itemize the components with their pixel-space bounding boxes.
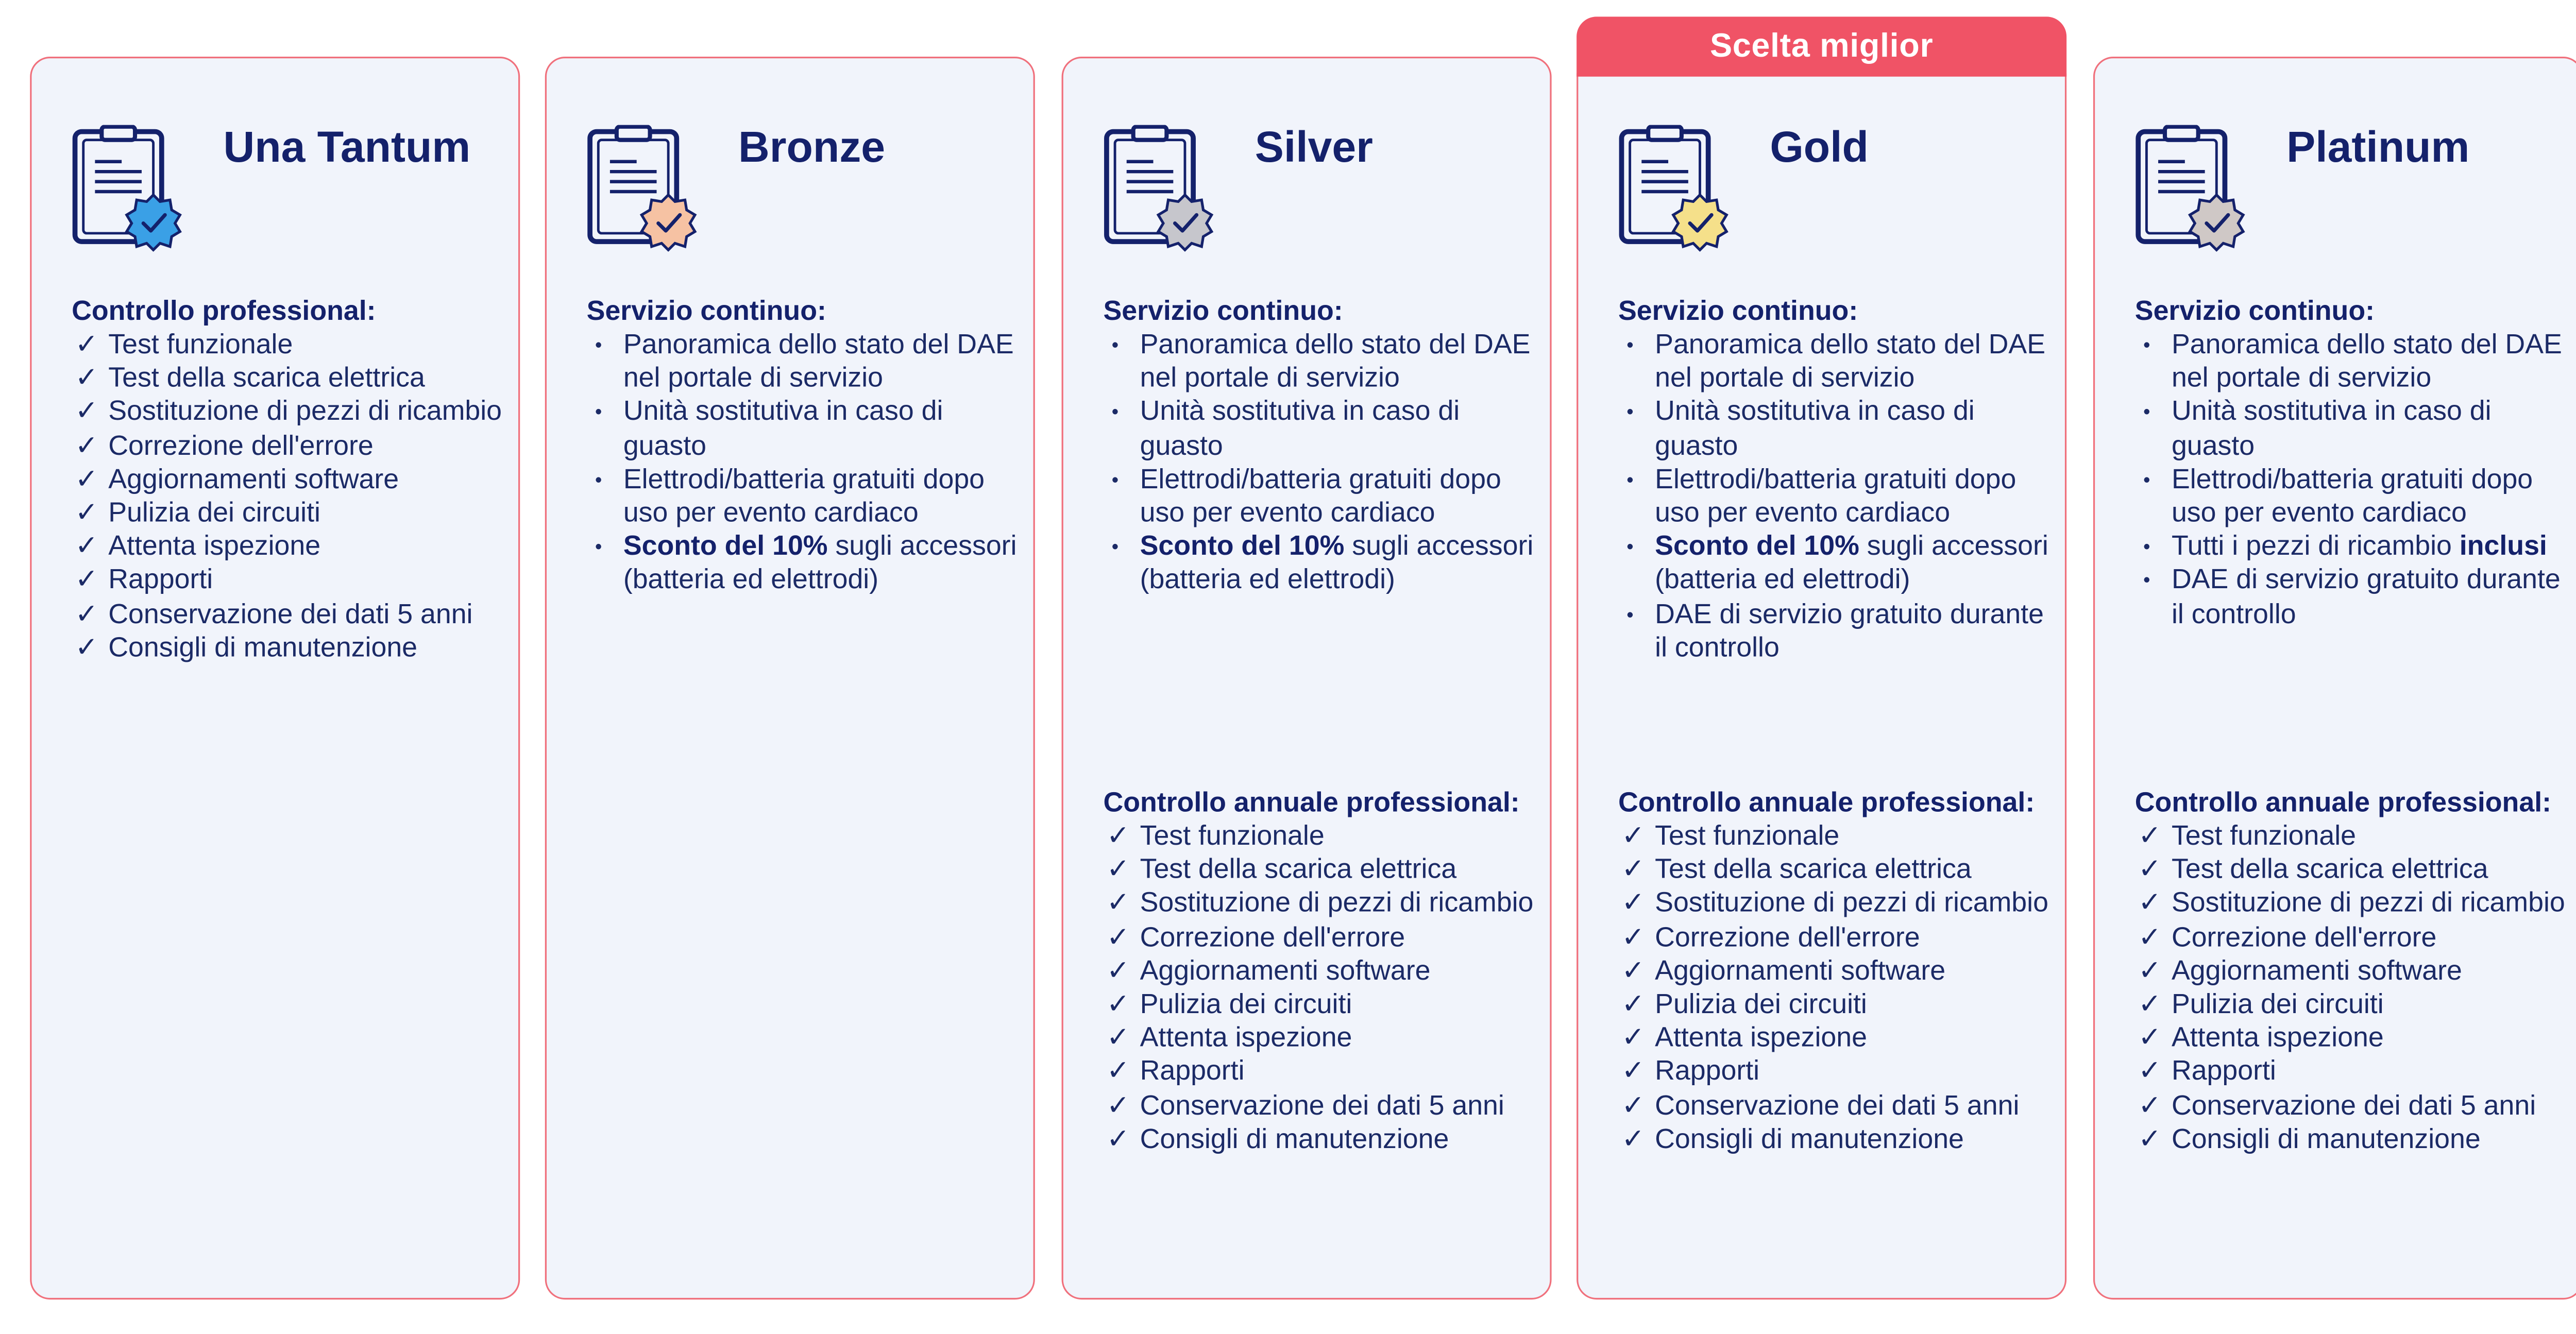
feature-text: Panoramica dello stato del DAE nel portale di servizio	[623, 328, 1014, 394]
feature-text: Attenta ispezione	[1140, 1021, 1352, 1054]
feature-text: Elettrodi/batteria gratuiti dopo uso per evento cardiaco	[2171, 463, 2533, 528]
checkmark-icon: ✓	[1621, 1122, 1645, 1155]
feature-item	[2135, 954, 2572, 988]
checkmark-icon: ✓	[1621, 1089, 1645, 1121]
clipboard-badge-icon	[72, 125, 185, 252]
checkmark-icon: ✓	[75, 597, 98, 629]
section-title: Servizio continuo:	[586, 295, 826, 327]
feature-list	[2135, 328, 2572, 631]
bullet-icon: •	[1111, 333, 1119, 357]
feature-text: Correzione dell'errore	[108, 429, 374, 461]
checkmark-icon: ✓	[2138, 954, 2162, 986]
plan-card-una-tantum	[30, 57, 520, 1299]
checkmark-icon: ✓	[2138, 853, 2162, 885]
feature-text: Elettrodi/batteria gratuiti dopo uso per evento cardiaco	[1140, 463, 1501, 528]
plan-title: Bronze	[738, 122, 886, 172]
feature-text: Test funzionale	[1655, 819, 1840, 851]
feature-item	[1618, 887, 2055, 920]
checkmark-icon: ✓	[2138, 887, 2162, 919]
feature-item	[2135, 1022, 2572, 1055]
section-title: Servizio continuo:	[1103, 295, 1343, 327]
feature-item	[1618, 820, 2055, 853]
feature-item	[2135, 1055, 2572, 1089]
feature-item	[2135, 328, 2572, 396]
checkmark-icon: ✓	[1621, 920, 1645, 953]
feature-item	[1618, 1055, 2055, 1089]
feature-text: Test funzionale	[1140, 819, 1325, 851]
feature-item	[2135, 396, 2572, 463]
feature-text: sugli accessori (batteria ed elettrodi)	[1140, 530, 1534, 596]
checkmark-icon: ✓	[1621, 887, 1645, 919]
checkmark-icon: ✓	[2138, 988, 2162, 1020]
feature-item	[72, 530, 509, 563]
bullet-icon: •	[1626, 333, 1634, 357]
checkmark-icon: ✓	[75, 631, 98, 663]
feature-text: Consigli di manutenzione	[108, 631, 418, 663]
checkmark-icon: ✓	[2138, 1021, 2162, 1054]
section-title: Controllo annuale professional:	[2134, 786, 2552, 818]
plan-card-silver	[1062, 57, 1552, 1299]
checkmark-icon: ✓	[1621, 988, 1645, 1020]
primary-section	[72, 295, 509, 665]
section-title: Controllo annuale professional:	[1103, 786, 1520, 818]
bullet-icon: •	[1626, 535, 1634, 559]
feature-item	[2135, 1089, 2572, 1122]
secondary-section	[1103, 786, 1540, 1156]
bullet-icon: •	[595, 535, 602, 559]
feature-text: Correzione dell'errore	[2171, 920, 2437, 953]
bullet-icon: •	[1111, 535, 1119, 559]
feature-list	[2135, 820, 2572, 1157]
bullet-icon: •	[1111, 400, 1119, 424]
feature-text: Conservazione dei dati 5 anni	[1655, 1089, 2020, 1121]
checkmark-icon: ✓	[75, 328, 98, 360]
feature-text: Rapporti	[2171, 1055, 2276, 1087]
primary-section	[2135, 295, 2572, 631]
feature-item	[72, 463, 509, 497]
checkmark-icon: ✓	[1621, 819, 1645, 851]
feature-text: Aggiornamenti software	[2171, 954, 2462, 986]
feature-text: Tutti i pezzi di ricambio	[2171, 530, 2460, 562]
feature-text: Attenta ispezione	[1655, 1021, 1867, 1054]
feature-text: Pulizia dei circuiti	[1655, 988, 1867, 1020]
feature-item	[587, 396, 1024, 463]
section-title: Controllo annuale professional:	[1618, 786, 2035, 818]
checkmark-icon: ✓	[1106, 1122, 1130, 1155]
feature-item	[2135, 564, 2572, 631]
feature-highlight: Sconto del 10%	[623, 530, 828, 562]
feature-item	[1103, 988, 1540, 1021]
feature-item	[1618, 853, 2055, 887]
bullet-icon: •	[2143, 468, 2150, 491]
feature-item	[1618, 921, 2055, 954]
bullet-icon: •	[2143, 400, 2150, 424]
checkmark-icon: ✓	[1106, 887, 1130, 919]
feature-item	[72, 564, 509, 597]
feature-item	[1618, 597, 2055, 665]
feature-item	[1103, 853, 1540, 887]
feature-item	[1618, 1022, 2055, 1055]
checkmark-icon: ✓	[1621, 853, 1645, 885]
bullet-icon: •	[595, 400, 602, 424]
checkmark-icon: ✓	[1106, 853, 1130, 885]
feature-text: Test della scarica elettrica	[1655, 853, 1972, 885]
primary-section	[587, 295, 1024, 598]
checkmark-icon: ✓	[1621, 1055, 1645, 1087]
feature-item	[2135, 921, 2572, 954]
feature-text: Sostituzione di pezzi di ricambio	[1140, 887, 1534, 919]
clipboard-badge-icon	[1618, 125, 1732, 252]
feature-text: Rapporti	[1140, 1055, 1245, 1087]
feature-text: Test funzionale	[108, 328, 293, 360]
feature-highlight: inclusi	[2459, 530, 2547, 562]
clipboard-badge-icon	[2135, 125, 2248, 252]
feature-text: Test della scarica elettrica	[2171, 853, 2488, 885]
feature-item	[1618, 988, 2055, 1021]
feature-item	[587, 530, 1024, 597]
feature-text: Sostituzione di pezzi di ricambio	[1655, 887, 2048, 919]
feature-item	[2135, 530, 2572, 563]
checkmark-icon: ✓	[2138, 920, 2162, 953]
feature-text: Conservazione dei dati 5 anni	[2171, 1089, 2536, 1121]
checkmark-icon: ✓	[1106, 1021, 1130, 1054]
feature-item	[1618, 530, 2055, 597]
checkmark-icon: ✓	[75, 362, 98, 394]
bullet-icon: •	[1626, 602, 1634, 626]
checkmark-icon: ✓	[75, 429, 98, 461]
section-title: Servizio continuo:	[1618, 295, 1858, 327]
feature-list	[1618, 820, 2055, 1157]
bullet-icon: •	[2143, 535, 2150, 559]
feature-item	[2135, 820, 2572, 853]
checkmark-icon: ✓	[1106, 1089, 1130, 1121]
feature-item	[72, 497, 509, 530]
checkmark-icon: ✓	[1106, 819, 1130, 851]
feature-item	[1103, 1123, 1540, 1156]
feature-text: Consigli di manutenzione	[1655, 1122, 1964, 1155]
feature-text: Panoramica dello stato del DAE nel portale di servizio	[1140, 328, 1531, 394]
feature-item	[72, 631, 509, 664]
feature-item	[1103, 530, 1540, 597]
section-title: Servizio continuo:	[2134, 295, 2375, 327]
feature-highlight: Sconto del 10%	[1140, 530, 1345, 562]
feature-item	[1103, 1055, 1540, 1089]
feature-text: Panoramica dello stato del DAE nel portale di servizio	[2171, 328, 2562, 394]
ribbon-label: Scelta miglior	[1709, 27, 1934, 64]
feature-item	[2135, 988, 2572, 1021]
feature-item	[1103, 1022, 1540, 1055]
feature-text: Aggiornamenti software	[1140, 954, 1431, 986]
feature-list	[72, 328, 509, 665]
plan-title: Una Tantum	[223, 122, 471, 172]
checkmark-icon: ✓	[75, 463, 98, 495]
feature-list	[1103, 820, 1540, 1157]
feature-item	[1103, 463, 1540, 531]
clipboard-badge-icon	[1103, 125, 1216, 252]
feature-item	[1618, 954, 2055, 988]
checkmark-icon: ✓	[2138, 1122, 2162, 1155]
feature-text: Elettrodi/batteria gratuiti dopo uso per evento cardiaco	[1655, 463, 2016, 528]
feature-item	[72, 362, 509, 396]
checkmark-icon: ✓	[75, 497, 98, 528]
feature-text: sugli accessori (batteria ed elettrodi)	[1655, 530, 2048, 596]
feature-text: Panoramica dello stato del DAE nel portale di servizio	[1655, 328, 2046, 394]
feature-item	[1618, 396, 2055, 463]
feature-item	[1103, 820, 1540, 853]
feature-text: Sostituzione di pezzi di ricambio	[2171, 887, 2565, 919]
plan-card-platinum	[2093, 57, 2576, 1299]
feature-text: Aggiornamenti software	[1655, 954, 1946, 986]
bullet-icon: •	[595, 468, 602, 491]
feature-item	[2135, 1123, 2572, 1156]
feature-text: Attenta ispezione	[2171, 1021, 2384, 1054]
feature-item	[1103, 921, 1540, 954]
feature-item	[587, 463, 1024, 531]
feature-text: Unità sostitutiva in caso di guasto	[623, 395, 943, 461]
checkmark-icon: ✓	[1621, 1021, 1645, 1054]
checkmark-icon: ✓	[1106, 920, 1130, 953]
checkmark-icon: ✓	[1106, 988, 1130, 1020]
secondary-section	[2135, 786, 2572, 1156]
feature-text: Consigli di manutenzione	[2171, 1122, 2481, 1155]
feature-item	[1103, 954, 1540, 988]
feature-item	[2135, 887, 2572, 920]
feature-text: Aggiornamenti software	[108, 463, 399, 495]
checkmark-icon: ✓	[2138, 819, 2162, 851]
feature-text: Test funzionale	[2171, 819, 2357, 851]
feature-text: Test della scarica elettrica	[108, 362, 425, 394]
plan-title: Platinum	[2286, 122, 2470, 172]
feature-text: Sostituzione di pezzi di ricambio	[108, 395, 502, 427]
feature-text: Correzione dell'errore	[1140, 920, 1405, 953]
feature-item	[72, 429, 509, 463]
feature-item	[1103, 1089, 1540, 1122]
feature-item	[72, 597, 509, 631]
best-choice-ribbon	[1577, 16, 2066, 76]
feature-item	[1103, 396, 1540, 463]
feature-text: DAE di servizio gratuito durante il controllo	[1655, 597, 2044, 663]
feature-text: Unità sostitutiva in caso di guasto	[1140, 395, 1460, 461]
primary-section	[1103, 295, 1540, 598]
bullet-icon: •	[1111, 468, 1119, 491]
feature-item	[1618, 1123, 2055, 1156]
feature-highlight: Sconto del 10%	[1655, 530, 1859, 562]
bullet-icon: •	[595, 333, 602, 357]
primary-section	[1618, 295, 2055, 665]
clipboard-badge-icon	[587, 125, 700, 252]
feature-list	[1618, 328, 2055, 665]
feature-text: Pulizia dei circuiti	[108, 497, 320, 528]
plan-title: Silver	[1255, 122, 1373, 172]
feature-text: Unità sostitutiva in caso di guasto	[1655, 395, 1975, 461]
checkmark-icon: ✓	[75, 395, 98, 427]
feature-text: sugli accessori (batteria ed elettrodi)	[623, 530, 1017, 596]
checkmark-icon: ✓	[75, 530, 98, 562]
plan-card-gold	[1577, 73, 2066, 1299]
feature-list	[587, 328, 1024, 597]
feature-text: Elettrodi/batteria gratuiti dopo uso per evento cardiaco	[623, 463, 985, 528]
feature-text: Pulizia dei circuiti	[2171, 988, 2384, 1020]
bullet-icon: •	[1626, 468, 1634, 491]
checkmark-icon: ✓	[75, 563, 98, 596]
feature-text: Attenta ispezione	[108, 530, 321, 562]
feature-item	[1618, 1089, 2055, 1122]
feature-text: Conservazione dei dati 5 anni	[108, 597, 473, 629]
feature-text: Test della scarica elettrica	[1140, 853, 1457, 885]
feature-text: DAE di servizio gratuito durante il controllo	[2171, 563, 2561, 629]
feature-item	[2135, 463, 2572, 531]
checkmark-icon: ✓	[1621, 954, 1645, 986]
feature-item	[587, 328, 1024, 396]
feature-item	[72, 328, 509, 362]
bullet-icon: •	[2143, 333, 2150, 357]
checkmark-icon: ✓	[1106, 1055, 1130, 1087]
checkmark-icon: ✓	[2138, 1089, 2162, 1121]
feature-text: Unità sostitutiva in caso di guasto	[2171, 395, 2492, 461]
feature-text: Rapporti	[108, 563, 213, 596]
feature-text: Conservazione dei dati 5 anni	[1140, 1089, 1504, 1121]
checkmark-icon: ✓	[2138, 1055, 2162, 1087]
feature-text: Pulizia dei circuiti	[1140, 988, 1352, 1020]
feature-text: Rapporti	[1655, 1055, 1760, 1087]
feature-item	[72, 396, 509, 429]
feature-item	[1618, 463, 2055, 531]
section-title: Controllo professional:	[72, 295, 376, 327]
plan-card-bronze	[545, 57, 1035, 1299]
feature-list	[1103, 328, 1540, 597]
feature-item	[1103, 328, 1540, 396]
plan-title: Gold	[1770, 122, 1869, 172]
feature-item	[2135, 853, 2572, 887]
feature-item	[1618, 328, 2055, 396]
secondary-section	[1618, 786, 2055, 1156]
bullet-icon: •	[2143, 569, 2150, 592]
checkmark-icon: ✓	[1106, 954, 1130, 986]
feature-text: Correzione dell'errore	[1655, 920, 1920, 953]
feature-text: Consigli di manutenzione	[1140, 1122, 1449, 1155]
feature-item	[1103, 887, 1540, 920]
bullet-icon: •	[1626, 400, 1634, 424]
